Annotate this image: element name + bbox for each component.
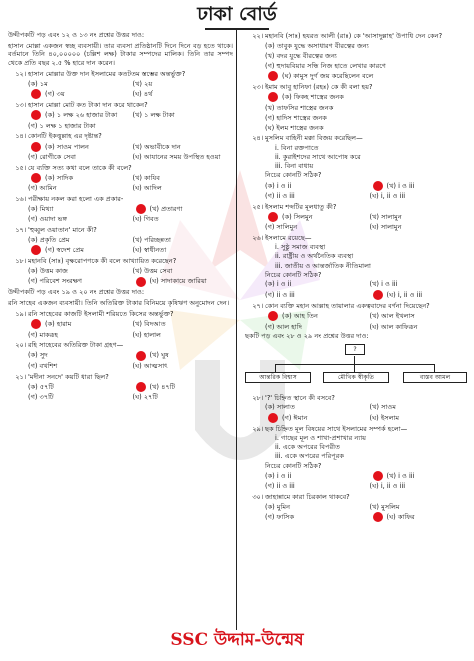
diagram-stem-line	[354, 356, 355, 364]
option-text: (ক) প্রকৃতি প্রেম	[28, 235, 70, 244]
question-number: ১৬।	[15, 194, 26, 203]
option-text: (খ) ১ লক্ষ টাকা	[132, 111, 175, 120]
question-12	[8, 70, 233, 99]
statement-item: ii. রাষ্ট্রীয় ও অর্থনৈতিক ব্যবস্থা	[275, 252, 354, 261]
question-stem: '?' চিহ্নিত স্থানে কী বসবে?	[265, 393, 335, 402]
statement-item: i. বিনা রক্তপাতে	[275, 143, 319, 152]
question-number: ১৯।	[15, 310, 26, 319]
passage-2: রনি সাহেব একজন ব্যবসায়ী। তিনি অতিরিক্ত টাকার বিনিময়ে কৃষিঋণ অনুমোদন দেন।	[8, 298, 230, 307]
answer-option[interactable]	[370, 322, 471, 331]
option-text: (খ) মুসলিম	[369, 502, 400, 511]
option-text: (খ) i ও iii	[369, 280, 398, 289]
option-text: (ক) আহ তিন	[282, 312, 318, 321]
answer-option[interactable]	[265, 192, 366, 201]
passage-1: হাসান মোল্লা একজন স্বচ্ছ ব্যবসায়ী। তার ব্যবসা প্রতিষ্ঠানটি দিনে দিনে বড় হতে থাকে। বর্তমানে তিনি ৪০,০০০০০ (চল্লিশ লক্ষ) টাকার সম্পদের মালিক। তিনি তার সম্পদ থেকে প্রতি বছর ২.৫ % হারে দান করেন।	[8, 42, 233, 67]
option-text: (ক) মুমিন	[265, 502, 290, 511]
option-text: (ঘ) গিবত	[132, 215, 159, 224]
question-stem: 'মদীনা সনদে' কয়টি ধারা ছিল?	[28, 372, 109, 381]
option-text: (খ) i ও iii	[386, 181, 415, 190]
answer-option[interactable]	[370, 502, 471, 511]
answer-option[interactable]	[28, 215, 129, 224]
diagram-box-action: বাস্তব আমল	[403, 372, 467, 384]
answer-option[interactable]	[265, 502, 366, 511]
answer-mark-icon	[373, 181, 383, 191]
option-text: (গ) হুদায়বিয়ার সন্ধি নিজ হাতে লেখার কারণে	[265, 61, 386, 70]
answer-option[interactable]	[133, 79, 234, 88]
option-text: (খ) সালামুন	[369, 212, 402, 221]
answer-option[interactable]	[265, 61, 470, 70]
answer-option[interactable]	[28, 393, 129, 402]
options-grid	[28, 351, 233, 371]
answer-option[interactable]	[265, 123, 470, 132]
statement-prompt: নিচের কোনটি সঠিক?	[265, 461, 322, 470]
option-text: (গ) পরিবেশ সংরক্ষণ	[28, 277, 83, 286]
question-21	[8, 373, 233, 402]
option-text: (ক) i ও ii	[265, 280, 292, 289]
question-number: ২১।	[15, 372, 26, 381]
concept-diagram	[245, 344, 470, 392]
options-grid	[265, 41, 470, 81]
answer-mark-icon	[136, 277, 146, 287]
passage-intro-1: উদ্দীপকটি পড় এবং ১২ ও ১৩ নং প্রশ্নের উত্তর দাও:	[8, 31, 145, 39]
answer-option[interactable]	[265, 280, 366, 289]
passage-intro-2: উদ্দীপকটি পড় এবং ১৯ ও ২০ নং প্রশ্নের উত্তর দাও:	[8, 287, 145, 296]
question-stem: ছক চিহ্নিত মূল বিষয়ের সাথে ইসলামের সম্পর্ক হলো—	[265, 424, 408, 433]
answer-option[interactable]	[133, 110, 234, 120]
answer-option[interactable]	[265, 290, 366, 300]
left-column	[8, 30, 233, 402]
question-number: ২২।	[252, 32, 263, 40]
option-text: (গ) সালিমুন	[265, 223, 298, 232]
answer-option[interactable]	[370, 311, 471, 321]
answer-option[interactable]	[265, 41, 470, 50]
answer-option[interactable]	[133, 362, 234, 371]
answer-option[interactable]	[28, 121, 129, 130]
option-text: (ক) মিথ্যা	[28, 204, 54, 213]
answer-option[interactable]	[370, 212, 471, 222]
option-text: (খ) ২য়	[132, 79, 153, 88]
option-text: (খ) সাওম	[369, 403, 396, 412]
option-text: (গ) রোগীকে সেবা	[28, 153, 76, 162]
answer-option[interactable]	[133, 319, 234, 329]
option-text: (খ) আল ইখলাস	[369, 312, 415, 321]
diagram-mid-drop	[354, 364, 355, 372]
answer-option[interactable]	[265, 103, 470, 112]
answer-option[interactable]	[133, 351, 234, 361]
passage-intro-3: ছকটি পড় এবং ২৮ ও ২৯ নং প্রশ্নের উত্তর দাও:	[245, 332, 369, 341]
question-24	[245, 134, 470, 200]
question-25	[245, 203, 470, 232]
option-text: (খ) তাফসির শাস্ত্রের জনক	[265, 103, 334, 112]
question-29	[245, 425, 470, 491]
answer-option[interactable]	[28, 173, 129, 183]
answer-option[interactable]	[28, 245, 129, 255]
answer-option[interactable]	[133, 267, 234, 276]
answer-option[interactable]	[265, 223, 366, 232]
question-number: ১৮।	[15, 257, 26, 266]
answer-option[interactable]	[265, 51, 470, 60]
option-text: (গ) বখশিশ	[28, 361, 58, 370]
answer-mark-icon	[136, 351, 146, 361]
answer-option[interactable]	[133, 245, 234, 255]
question-stem: মহানবি (সাঃ) হযরত আলী (রাঃ) কে 'আসাদুল্লাহ' উপাধি দেন কেন?	[265, 32, 443, 40]
answer-mark-icon	[31, 245, 41, 255]
answer-option[interactable]	[28, 153, 129, 162]
answer-mark-icon	[373, 290, 383, 300]
option-text: (গ) ১ লক্ষ ১ হাজার টাকা	[28, 121, 96, 130]
answer-option[interactable]	[265, 512, 366, 522]
question-28	[245, 394, 470, 423]
option-text: (ক) তাবুক যুদ্ধে অসাধারণ বীরত্বের জন্য	[265, 41, 369, 50]
option-text: (গ) আমিন	[28, 184, 57, 193]
answer-option[interactable]	[265, 471, 366, 481]
option-text: (ক) সালাত	[265, 403, 295, 412]
answer-mark-icon	[31, 110, 41, 120]
question-23	[245, 83, 470, 132]
answer-option[interactable]	[28, 382, 129, 392]
question-13	[8, 101, 233, 130]
option-text: (ঘ) স্বাধীনতা	[132, 246, 167, 255]
question-19	[8, 310, 233, 339]
answer-option[interactable]	[28, 235, 129, 244]
question-number: ১২।	[15, 69, 26, 78]
question-number: ৩০।	[252, 492, 263, 501]
answer-option[interactable]	[265, 413, 366, 423]
option-text: (গ) ওয়াদা ভঙ্গ	[28, 215, 67, 224]
question-stem: 'হুব্বুল ওয়াতান' মানে কী?	[28, 226, 97, 235]
options-grid	[265, 181, 470, 201]
option-text: (ঘ) সালামুন	[369, 223, 402, 232]
option-text: (ক) i ও ii	[265, 471, 292, 480]
question-20	[8, 341, 233, 370]
option-text: (গ) ii ও iii	[265, 192, 295, 201]
answer-option[interactable]	[265, 322, 366, 331]
options-grid	[28, 382, 233, 402]
answer-option[interactable]	[370, 192, 471, 201]
question-stem: রহি সাহেবের অতিরিক্ত টাকা গ্রহণ—	[28, 341, 124, 350]
question-number: ২৩।	[252, 83, 263, 92]
answer-option[interactable]	[28, 351, 129, 361]
answer-option[interactable]	[133, 382, 234, 392]
option-text: (ক) ১ লক্ষ ২৬ হাজার টাকা	[45, 111, 118, 120]
right-column	[245, 30, 470, 522]
options-grid	[265, 471, 470, 491]
option-text: (গ) হাদিস শাস্ত্রের জনক	[265, 113, 327, 122]
statement-item: iii. জাতীয় ও আন্তর্জাতিক নীতিমালা	[275, 261, 371, 270]
question-18	[8, 257, 233, 286]
answer-option[interactable]	[133, 277, 234, 287]
answer-option[interactable]	[265, 212, 366, 222]
question-27	[245, 302, 470, 331]
question-number: ১৪।	[15, 132, 26, 141]
option-text: (ঘ) ইলম শাস্ত্রের জনক	[265, 123, 324, 132]
question-number: ২৬।	[252, 233, 263, 242]
options-grid	[28, 267, 233, 287]
option-text: (ক) ১ম	[28, 79, 48, 88]
diagram-left-drop	[275, 364, 276, 372]
answer-option[interactable]	[370, 512, 471, 522]
answer-option[interactable]	[370, 471, 471, 481]
question-stem: কোন ব্যক্তি মহান আল্লাহ তায়ালার একত্ববাদের বর্ণনা দিয়েছেন?	[265, 302, 430, 311]
options-grid	[28, 142, 233, 162]
answer-option[interactable]	[28, 267, 129, 276]
question-number: ২০।	[15, 341, 26, 350]
answer-mark-icon	[136, 382, 146, 392]
answer-mark-icon	[373, 512, 383, 522]
answer-option[interactable]	[28, 89, 129, 99]
answer-option[interactable]	[265, 71, 470, 81]
question-stem: পরীক্ষায় নকল করা হলো এক প্রকার-	[28, 194, 124, 203]
answer-option[interactable]	[133, 235, 234, 244]
question-number: ১৭।	[15, 226, 26, 235]
answer-option[interactable]	[265, 403, 366, 412]
option-text: (ক) ফিকহ শাস্ত্রের জনক	[282, 93, 344, 102]
option-text: (খ) ঘুষ	[149, 351, 169, 360]
option-text: (গ) মাকরূহ	[28, 330, 59, 339]
answer-option[interactable]	[133, 142, 234, 152]
question-number: ২৭।	[252, 302, 263, 311]
question-number: ১৫।	[15, 163, 26, 172]
option-text: (ক) সুদ	[28, 351, 48, 360]
question-stem: যে ব্যক্তি সত্য কথা বলে তাকে কী বলে?	[28, 163, 132, 172]
answer-option[interactable]	[370, 223, 471, 232]
answer-option[interactable]	[370, 482, 471, 491]
answer-option[interactable]	[133, 215, 234, 224]
answer-option[interactable]	[28, 79, 129, 88]
diagram-right-drop	[434, 364, 435, 372]
option-text: (খ) অভাবীকে দান	[132, 142, 181, 151]
option-text: (ক) উত্তম কাজ	[28, 266, 68, 275]
answer-mark-icon	[268, 212, 278, 222]
options-grid	[265, 311, 470, 331]
answer-mark-icon	[31, 89, 41, 99]
question-16	[8, 195, 233, 224]
question-stem: মহানবি (সাঃ) বৃক্ষরোপণকে কী বলে আখ্যায়িত করেছেন?	[28, 257, 177, 266]
option-text: (খ) উত্তম সেবা	[132, 266, 173, 275]
column-divider	[236, 30, 237, 630]
question-stem: রনি সাহেবের কাজটি ইসলামী শরিয়তে কিসের অন্তর্ভুক্ত?	[28, 310, 174, 319]
answer-mark-icon	[268, 413, 278, 423]
option-text: (ঘ) আত্মসাৎ	[132, 361, 168, 370]
answer-option[interactable]	[265, 113, 470, 122]
statement-item: i. গাছের মূল ও শাখা-প্রশাখার ন্যায়	[275, 433, 367, 442]
statement-prompt: নিচের কোনটি সঠিক?	[265, 171, 322, 180]
answer-option[interactable]	[28, 142, 129, 152]
option-text: (গ) ৩৭টি	[28, 393, 54, 402]
statement-item: i. সুষ্ঠু সমাজ ব্যবস্থা	[275, 243, 326, 252]
answer-mark-icon	[268, 71, 278, 81]
diagram-top-box: ?	[345, 344, 365, 356]
option-text: (ক) সাদিক	[45, 173, 74, 182]
option-text: (ঘ) i, ii ও iii	[369, 482, 406, 491]
options-grid	[265, 502, 470, 522]
answer-option[interactable]	[370, 280, 471, 289]
answer-option[interactable]	[265, 181, 366, 191]
answer-option[interactable]	[370, 413, 471, 423]
answer-option[interactable]	[370, 403, 471, 412]
answer-option[interactable]	[133, 173, 234, 183]
answer-option[interactable]	[28, 204, 129, 214]
answer-mark-icon	[31, 142, 41, 152]
question-stem: ইসলামে রয়েছে—	[265, 233, 312, 242]
statement-item: ii. একে অপরের বিপরীত	[275, 443, 340, 452]
option-text: (ঘ) ইসলাম	[369, 413, 400, 422]
answer-mark-icon	[136, 204, 146, 214]
option-text: (ঘ) ২৭টি	[132, 393, 158, 402]
question-number: ২৮।	[252, 393, 263, 402]
answer-option[interactable]	[133, 330, 234, 339]
option-text: (খ) বদর যুদ্ধে বীরত্বের জন্য	[265, 51, 337, 60]
option-text: (ক) সিলমুন	[282, 212, 313, 221]
answer-option[interactable]	[28, 184, 129, 193]
option-text: (ঘ) আদিল	[132, 184, 162, 193]
diagram-box-belief: আন্তরিক বিশ্বাস	[245, 372, 311, 384]
question-22	[245, 32, 470, 81]
answer-option[interactable]	[133, 153, 234, 162]
footer-brand: SSC উদ্দাম-উন্মেষ	[170, 630, 304, 650]
option-text: (খ) i ও iii	[386, 471, 415, 480]
question-stem: ইমাম আবু হানিফা (রহঃ) কে কী বলা হয়?	[265, 83, 373, 92]
question-stem: হাসান মোল্লার উক্ত দান ইসলামের কতটতম স্তম্ভের অন্তর্ভুক্ত?	[28, 69, 186, 78]
answer-option[interactable]	[265, 92, 470, 102]
question-14	[8, 132, 233, 161]
question-17	[8, 226, 233, 255]
option-text: (ঘ) কাফির	[386, 513, 415, 522]
option-text: (খ) কাযিব	[132, 173, 160, 182]
answer-option[interactable]	[370, 181, 471, 191]
options-grid	[28, 204, 233, 224]
question-stem: মুসলিম বাহিনী মক্কা বিজয় করেছিল—	[265, 134, 363, 143]
options-grid	[265, 92, 470, 132]
question-stem: হাসান মোল্লা মোট কত টাকা দান করে থাকেন?	[28, 101, 148, 110]
option-text: (খ) ৪৭টি	[149, 382, 176, 391]
question-stem: কোনটি ইকত্তুল্লাহ এর দৃষ্টান্ত?	[28, 132, 102, 141]
options-grid	[265, 403, 470, 423]
option-text: (ঘ) আল কাফিরূন	[369, 322, 418, 331]
question-stem: ইসলাম শব্দটির মূলধাতু কী?	[265, 202, 337, 211]
statement-item: iii. একে অপরের পরিপূরক	[275, 452, 344, 461]
answer-mark-icon	[268, 311, 278, 321]
question-15	[8, 164, 233, 193]
options-grid	[28, 173, 233, 193]
board-title: ঢাকা বোর্ড	[197, 3, 277, 25]
question-number: ২৪।	[252, 134, 263, 143]
answer-option[interactable]	[28, 110, 129, 120]
statement-item: ii. কুরাইশদের সাথে আপোষ করে	[275, 152, 361, 161]
option-text: (ঘ) কামুস দুর্গ জয় করেছিলেন বলে	[282, 72, 374, 81]
option-text: (গ) ii ও iii	[265, 290, 295, 299]
option-text: (ঘ) i, ii ও iii	[386, 290, 423, 299]
options-grid	[28, 110, 233, 130]
question-number: ২৯।	[252, 424, 263, 433]
option-text: (গ) আল হাদি	[265, 322, 302, 331]
answer-option[interactable]	[133, 184, 234, 193]
answer-mark-icon	[31, 173, 41, 183]
answer-option[interactable]	[28, 330, 129, 339]
statement-item: iii. বিনা বাধায়	[275, 162, 314, 171]
question-stem: জাহান্নামে কারা চিরকাল থাকবে?	[265, 492, 350, 501]
option-text: (ঘ) আযানের সময় উপস্থিত হওয়া	[132, 153, 221, 162]
answer-option[interactable]	[28, 319, 129, 329]
diagram-box-declaration: মৌখিক স্বীকৃতি	[323, 372, 389, 384]
option-text: (ঘ) ৪র্থ	[132, 90, 153, 99]
answer-mark-icon	[373, 471, 383, 481]
option-text: (গ) ফাসিক	[265, 513, 295, 522]
answer-mark-icon	[268, 92, 278, 102]
answer-option[interactable]	[265, 311, 366, 321]
option-text: (গ) ii ও iii	[265, 482, 295, 491]
answer-option[interactable]	[28, 362, 129, 371]
option-text: (ক) সাওম পালন	[45, 142, 89, 151]
statement-prompt: নিচের কোনটি সঠিক?	[265, 270, 322, 279]
diagram-branch-line	[275, 364, 435, 365]
question-number: ২৫।	[252, 202, 263, 211]
option-text: (খ) প্রতারণা	[149, 204, 183, 213]
answer-option[interactable]	[133, 89, 234, 99]
option-text: (খ) পরিচ্ছন্নতা	[132, 235, 171, 244]
answer-mark-icon	[31, 319, 41, 329]
answer-option[interactable]	[133, 204, 234, 214]
question-number: ১৩।	[15, 101, 26, 110]
question-26	[245, 234, 470, 300]
option-text: (ক) ৫৭টি	[28, 382, 54, 391]
options-grid	[28, 319, 233, 339]
option-text: (খ) বিদআত	[132, 320, 166, 329]
answer-option[interactable]	[28, 277, 129, 287]
options-grid	[265, 280, 470, 300]
option-text: (ঘ) i, ii ও iii	[369, 192, 406, 201]
option-text: (গ) স্বদেশ প্রেম	[45, 246, 84, 255]
options-grid	[28, 235, 233, 255]
answer-option[interactable]	[133, 393, 234, 402]
options-grid	[265, 212, 470, 232]
question-30	[245, 493, 470, 522]
options-grid	[28, 79, 233, 99]
option-text: (গ) ৩য়	[45, 90, 65, 99]
option-text: (ঘ) হালাল	[132, 330, 161, 339]
option-text: (ঘ) সাদাকায়ে জারিয়া	[149, 277, 207, 286]
option-text: (ক) হারাম	[45, 320, 72, 329]
answer-option[interactable]	[265, 482, 366, 491]
option-text: (গ) ঈমান	[282, 413, 308, 422]
option-text: (ক) i ও ii	[265, 181, 292, 190]
answer-option[interactable]	[370, 290, 471, 300]
